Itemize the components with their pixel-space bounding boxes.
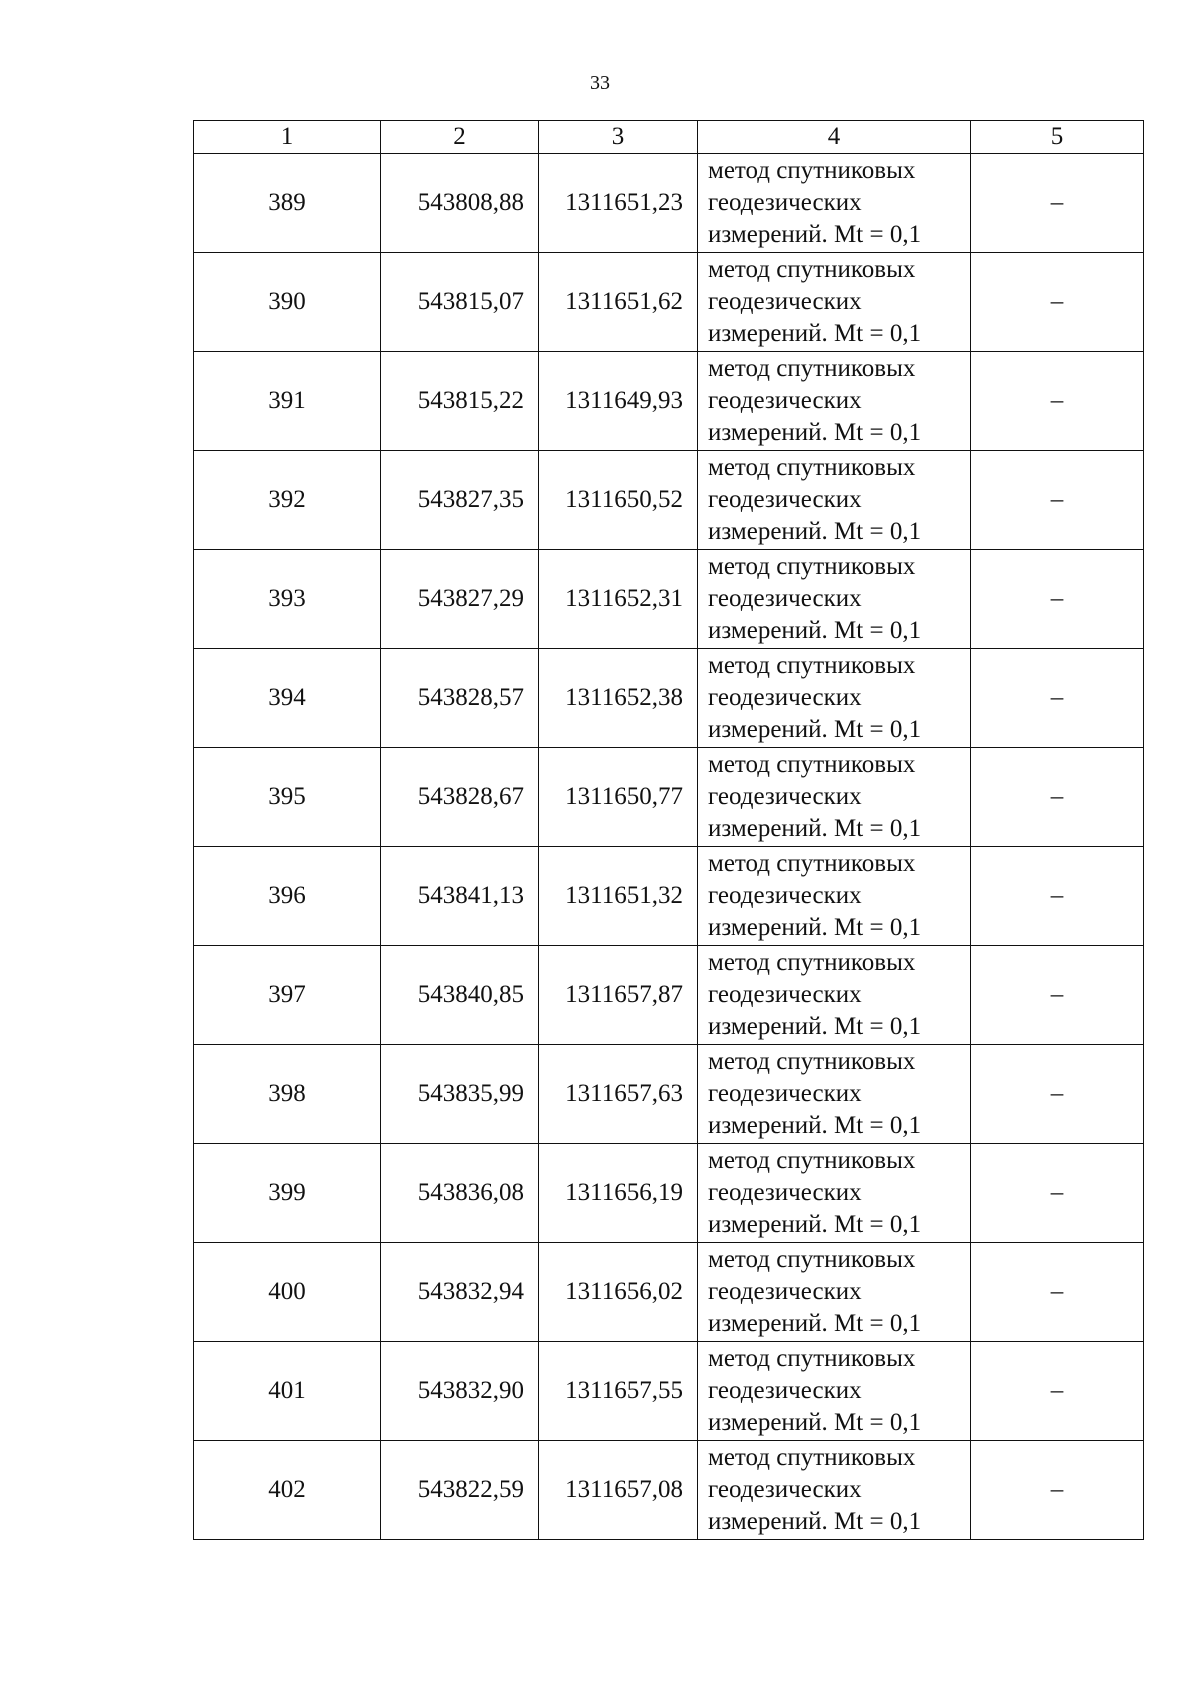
y-coordinate-cell: 1311656,02: [539, 1243, 698, 1342]
method-cell: [698, 847, 971, 946]
method-line: геодезических: [708, 1080, 862, 1107]
table-row: [194, 1243, 1144, 1342]
method-cell: [698, 649, 971, 748]
note-cell: –: [971, 352, 1144, 451]
note-cell: –: [971, 847, 1144, 946]
method-line: геодезических: [708, 288, 862, 315]
note-cell: –: [971, 451, 1144, 550]
y-coordinate-cell: 1311649,93: [539, 352, 698, 451]
x-coordinate-cell: 543822,59: [381, 1441, 539, 1540]
point-number-cell: 395: [194, 748, 381, 847]
point-number-cell: 393: [194, 550, 381, 649]
table-row: [194, 451, 1144, 550]
method-line: геодезических: [708, 387, 862, 414]
method-line: измерений. Mt = 0,1: [708, 617, 922, 644]
method-line: измерений. Mt = 0,1: [708, 419, 922, 446]
point-number-cell: 392: [194, 451, 381, 550]
method-line: измерений. Mt = 0,1: [708, 221, 922, 248]
table-body: [194, 154, 1144, 1540]
table-row: [194, 154, 1144, 253]
method-line: геодезических: [708, 1476, 862, 1503]
column-header-4: 4: [698, 121, 971, 154]
point-number-cell: 391: [194, 352, 381, 451]
method-line: геодезических: [708, 189, 862, 216]
point-number-cell: 390: [194, 253, 381, 352]
method-cell: [698, 352, 971, 451]
note-cell: –: [971, 649, 1144, 748]
y-coordinate-cell: 1311650,77: [539, 748, 698, 847]
table-row: [194, 748, 1144, 847]
method-line: геодезических: [708, 684, 862, 711]
coordinates-table: [193, 120, 1144, 1540]
note-cell: –: [971, 1342, 1144, 1441]
method-line: геодезических: [708, 1377, 862, 1404]
method-line: измерений. Mt = 0,1: [708, 1211, 922, 1238]
method-cell: [698, 451, 971, 550]
method-cell: [698, 748, 971, 847]
method-line: измерений. Mt = 0,1: [708, 1508, 922, 1535]
method-line: метод спутниковых: [708, 553, 916, 580]
y-coordinate-cell: 1311656,19: [539, 1144, 698, 1243]
method-line: метод спутниковых: [708, 1345, 916, 1372]
y-coordinate-cell: 1311652,31: [539, 550, 698, 649]
method-line: метод спутниковых: [708, 256, 916, 283]
method-cell: [698, 154, 971, 253]
point-number-cell: 396: [194, 847, 381, 946]
x-coordinate-cell: 543827,29: [381, 550, 539, 649]
method-line: геодезических: [708, 981, 862, 1008]
point-number-cell: 400: [194, 1243, 381, 1342]
point-number-cell: 389: [194, 154, 381, 253]
method-line: геодезических: [708, 1179, 862, 1206]
x-coordinate-cell: 543832,94: [381, 1243, 539, 1342]
method-line: измерений. Mt = 0,1: [708, 1112, 922, 1139]
point-number-cell: 399: [194, 1144, 381, 1243]
method-line: геодезических: [708, 585, 862, 612]
method-line: метод спутниковых: [708, 850, 916, 877]
point-number-cell: 401: [194, 1342, 381, 1441]
method-cell: [698, 1342, 971, 1441]
method-cell: [698, 1441, 971, 1540]
point-number-cell: 402: [194, 1441, 381, 1540]
point-number-cell: 397: [194, 946, 381, 1045]
x-coordinate-cell: 543828,67: [381, 748, 539, 847]
y-coordinate-cell: 1311657,87: [539, 946, 698, 1045]
table-row: [194, 1441, 1144, 1540]
x-coordinate-cell: 543808,88: [381, 154, 539, 253]
method-line: метод спутниковых: [708, 454, 916, 481]
method-line: измерений. Mt = 0,1: [708, 815, 922, 842]
method-line: измерений. Mt = 0,1: [708, 1013, 922, 1040]
x-coordinate-cell: 543815,07: [381, 253, 539, 352]
y-coordinate-cell: 1311652,38: [539, 649, 698, 748]
table-row: [194, 847, 1144, 946]
note-cell: –: [971, 550, 1144, 649]
x-coordinate-cell: 543840,85: [381, 946, 539, 1045]
table-row: [194, 352, 1144, 451]
method-line: метод спутниковых: [708, 1147, 916, 1174]
table-row: [194, 649, 1144, 748]
column-header-2: 2: [381, 121, 539, 154]
y-coordinate-cell: 1311651,23: [539, 154, 698, 253]
note-cell: –: [971, 1243, 1144, 1342]
table-row: [194, 1342, 1144, 1441]
table-header-row: [194, 121, 1144, 154]
method-line: измерений. Mt = 0,1: [708, 914, 922, 941]
method-line: метод спутниковых: [708, 1048, 916, 1075]
y-coordinate-cell: 1311651,32: [539, 847, 698, 946]
method-cell: [698, 1045, 971, 1144]
method-line: метод спутниковых: [708, 652, 916, 679]
x-coordinate-cell: 543832,90: [381, 1342, 539, 1441]
method-cell: [698, 946, 971, 1045]
point-number-cell: 398: [194, 1045, 381, 1144]
table-row: [194, 253, 1144, 352]
method-line: измерений. Mt = 0,1: [708, 320, 922, 347]
method-line: геодезических: [708, 882, 862, 909]
y-coordinate-cell: 1311651,62: [539, 253, 698, 352]
table-row: [194, 1045, 1144, 1144]
note-cell: –: [971, 1045, 1144, 1144]
y-coordinate-cell: 1311650,52: [539, 451, 698, 550]
point-number-cell: 394: [194, 649, 381, 748]
x-coordinate-cell: 543828,57: [381, 649, 539, 748]
method-line: измерений. Mt = 0,1: [708, 716, 922, 743]
method-line: геодезических: [708, 1278, 862, 1305]
note-cell: –: [971, 253, 1144, 352]
method-line: метод спутниковых: [708, 355, 916, 382]
method-line: метод спутниковых: [708, 157, 916, 184]
method-line: геодезических: [708, 783, 862, 810]
method-line: измерений. Mt = 0,1: [708, 518, 922, 545]
method-line: геодезических: [708, 486, 862, 513]
x-coordinate-cell: 543835,99: [381, 1045, 539, 1144]
method-line: измерений. Mt = 0,1: [708, 1409, 922, 1436]
column-header-5: 5: [971, 121, 1144, 154]
page-number: 33: [590, 72, 610, 94]
note-cell: –: [971, 1144, 1144, 1243]
method-cell: [698, 1243, 971, 1342]
y-coordinate-cell: 1311657,55: [539, 1342, 698, 1441]
x-coordinate-cell: 543841,13: [381, 847, 539, 946]
x-coordinate-cell: 543815,22: [381, 352, 539, 451]
x-coordinate-cell: 543827,35: [381, 451, 539, 550]
note-cell: –: [971, 748, 1144, 847]
method-cell: [698, 550, 971, 649]
method-line: измерений. Mt = 0,1: [708, 1310, 922, 1337]
table-row: [194, 946, 1144, 1045]
table-row: [194, 1144, 1144, 1243]
method-cell: [698, 253, 971, 352]
method-line: метод спутниковых: [708, 949, 916, 976]
column-header-1: 1: [194, 121, 381, 154]
y-coordinate-cell: 1311657,63: [539, 1045, 698, 1144]
x-coordinate-cell: 543836,08: [381, 1144, 539, 1243]
method-line: метод спутниковых: [708, 1444, 916, 1471]
table-row: [194, 550, 1144, 649]
method-line: метод спутниковых: [708, 1246, 916, 1273]
column-header-3: 3: [539, 121, 698, 154]
note-cell: –: [971, 154, 1144, 253]
method-line: метод спутниковых: [708, 751, 916, 778]
note-cell: –: [971, 1441, 1144, 1540]
note-cell: –: [971, 946, 1144, 1045]
y-coordinate-cell: 1311657,08: [539, 1441, 698, 1540]
method-cell: [698, 1144, 971, 1243]
